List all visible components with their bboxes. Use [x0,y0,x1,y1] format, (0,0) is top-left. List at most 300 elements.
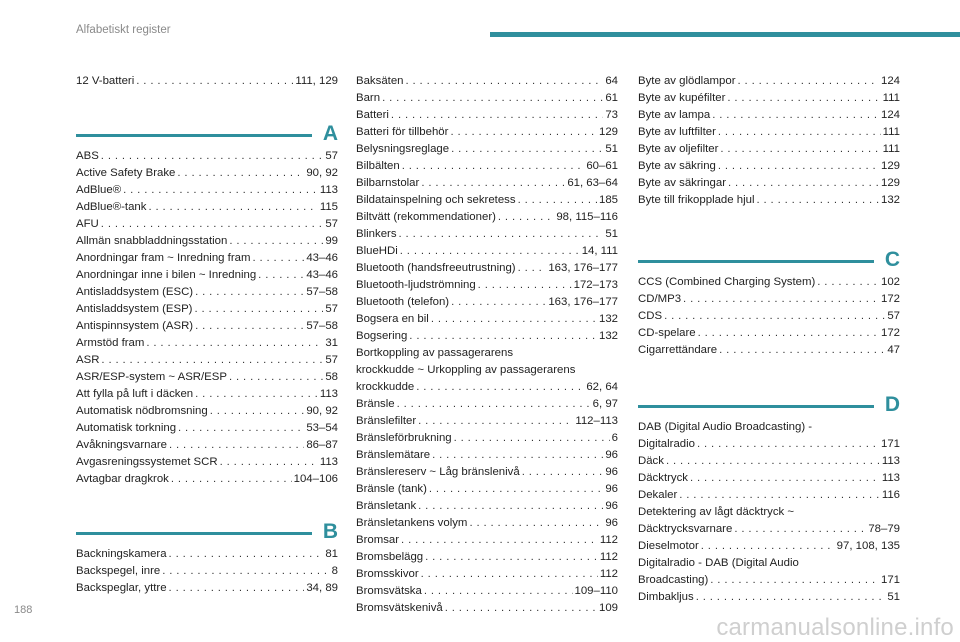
dot-leader [727,90,880,107]
index-entry [356,243,618,260]
dot-leader [817,274,879,291]
index-entry-term: Bromsvätskenivå [356,602,443,614]
index-entry [356,209,618,226]
index-entry-pages: 124 [880,75,900,87]
index-entry-pages: 96 [605,483,618,495]
index-entry [356,328,618,345]
dot-leader [136,73,293,90]
index-entry [638,487,900,504]
index-entry [638,538,900,555]
index-entry-pages: 51 [605,143,618,155]
index-entry-term: Detektering av lågt däcktryck ~ [638,506,795,518]
dot-leader [162,563,329,580]
index-entry [76,335,338,352]
index-entry-pages: 113 [881,455,900,467]
index-entry-pages: 171 [880,574,900,586]
index-entry-term: Bromsvätska [356,585,422,597]
index-entry-pages: 6, 97 [592,398,618,410]
index-entry-term: Bluetooth (handsfreeutrustning) [356,262,516,274]
index-entry-term: Bränslemätare [356,449,431,461]
index-entry-pages: 53–54 [306,422,338,434]
index-group-c [638,274,900,359]
index-entry-pages: 47 [887,344,900,356]
index-entry-term: Bränsletank [356,500,417,512]
index-entry-term: Bogsering [356,330,408,342]
index-entry [638,141,900,158]
index-entry-pages: 111, 129 [295,75,338,87]
index-entry [76,369,338,386]
index-entry-pages: 86–87 [306,439,338,451]
section-header-a [76,110,338,144]
index-entry-pages: 6 [611,432,618,444]
index-entry-term: Bilbälten [356,160,400,172]
dot-leader [401,532,598,549]
index-entry-pages: 58 [325,371,338,383]
dot-leader [734,521,866,538]
index-entry [356,379,618,396]
index-entry [76,148,338,165]
header-title: Alfabetiskt register [76,24,171,36]
index-entry [76,546,338,563]
index-entry-term: BlueHDi [356,245,398,257]
index-entry-term: CD-spelare [638,327,696,339]
index-group-b-continued [356,73,618,617]
index-entry-term: Blinkers [356,228,397,240]
index-entry [638,124,900,141]
index-entry [76,403,338,420]
dot-leader [220,454,318,471]
index-entry [76,165,338,182]
index-entry [76,182,338,199]
index-entry-pages: 109–110 [574,585,618,597]
dot-leader [416,379,584,396]
index-entry-term: Bränsleförbrukning [356,432,452,444]
index-entry-pages: 112 [599,568,618,580]
dot-leader [210,403,305,420]
dot-leader [679,487,880,504]
index-entry-term: AdBlue® [76,184,122,196]
index-entry-term: krockkudde [356,381,415,393]
index-entry-pages: 115 [319,201,338,213]
index-entry-pages: 43–46 [306,252,338,264]
index-entry-pages: 104–106 [293,473,338,485]
index-entry-term: Allmän snabbladdningsstation [76,235,228,247]
index-entry-term: Anordningar fram ~ Inredning fram [76,252,251,264]
dot-leader [402,158,585,175]
index-entry [356,447,618,464]
index-entry-term: Bluetooth-ljudströmning [356,279,476,291]
index-entry [356,107,618,124]
dot-leader [720,141,880,158]
index-entry-term: Broadcasting) [638,574,709,586]
index-entry-pages: 60–61 [586,160,618,172]
index-entry [356,311,618,328]
dot-leader [469,515,603,532]
index-entry-pages: 163, 176–177 [548,262,618,274]
index-column-3 [638,73,900,606]
index-entry [76,352,338,369]
dot-leader [757,192,879,209]
index-entry-pages: 57 [887,310,900,322]
index-entry [638,436,900,453]
index-entry-term: Backspegel, inre [76,565,161,577]
dot-leader [194,301,323,318]
index-entry [638,453,900,470]
index-entry-term: Byte av glödlampor [638,75,736,87]
dot-leader [697,436,879,453]
index-entry-term: Digitalradio - DAB (Digital Audio [638,557,799,569]
index-entry-pages: 124 [880,109,900,121]
dot-leader [664,308,885,325]
index-entry [356,583,618,600]
index-entry-pages: 171 [880,438,900,450]
index-entry-pages: 102 [880,276,900,288]
dot-leader [399,226,604,243]
dot-leader [421,175,565,192]
section-letter: B [322,520,338,543]
dot-leader [696,589,886,606]
index-entry-term: Belysningsreglage [356,143,450,155]
dot-leader [101,352,323,369]
dot-leader [258,267,304,284]
index-entry-pages: 111 [882,143,900,155]
dot-leader [101,148,324,165]
index-entry [638,325,900,342]
index-entry-term: Byte av säkringar [638,177,726,189]
section-rule [76,134,312,137]
index-entry [76,301,338,318]
index-entry-term: Backningskamera [76,548,167,560]
index-entry-pages: 90, 92 [306,405,338,417]
index-entry [356,464,618,481]
index-entry [638,419,900,436]
index-entry [356,141,618,158]
section-header-b [76,508,338,542]
index-entry [638,342,900,359]
index-entry-term: Armstöd fram [76,337,145,349]
index-entry [638,73,900,90]
index-entry [76,73,338,90]
index-entry [638,90,900,107]
index-entry [356,158,618,175]
index-entry-pages: 81 [325,548,338,560]
dot-leader [518,260,547,277]
index-entry-pages: 51 [887,591,900,603]
index-entry [76,471,338,488]
index-entry [638,175,900,192]
index-entry-term: Byte till frikopplade hjul [638,194,755,206]
index-entry [356,226,618,243]
index-entry-term: Bogsera en bil [356,313,429,325]
index-entry [76,386,338,403]
dot-leader [195,386,318,403]
index-entry [356,192,618,209]
dot-leader [451,294,546,311]
index-entry-term: ABS [76,150,99,162]
index-entry [638,308,900,325]
dot-leader [169,437,304,454]
index-entry-term: Dimbakljus [638,591,694,603]
index-entry-pages: 31 [325,337,338,349]
index-entry [76,420,338,437]
index-entry-pages: 34, 89 [306,582,338,594]
watermark: carmanualsonline.info [716,614,954,641]
index-entry [356,413,618,430]
index-entry-term: Bromsar [356,534,400,546]
index-entry-pages: 116 [881,489,900,501]
index-entry-pages: 90, 92 [306,167,338,179]
dot-leader [252,250,304,267]
index-entry [356,515,618,532]
dot-leader [123,182,318,199]
dot-leader [400,243,580,260]
index-entry-pages: 62, 64 [586,381,618,393]
index-entry-pages: 57 [325,303,338,315]
index-entry [356,481,618,498]
index-entry-term: Dekaler [638,489,678,501]
index-entry [76,216,338,233]
index-entry [356,175,618,192]
section-header-c [638,236,900,270]
index-entry [76,318,338,335]
index-entry-term: Bränsle [356,398,395,410]
index-entry [638,572,900,589]
index-group-b-end [638,73,900,209]
dot-leader [409,328,597,345]
index-entry-term: Dieselmotor [638,540,699,552]
dot-leader [418,498,603,515]
index-entry-term: Bromsbelägg [356,551,424,563]
index-entry-pages: 73 [605,109,618,121]
index-entry-pages: 129 [880,177,900,189]
index-entry [356,430,618,447]
index-entry-pages: 163, 176–177 [548,296,618,308]
dot-leader [421,566,598,583]
index-entry-term: AdBlue®-tank [76,201,147,213]
index-entry-term: Däcktryck [638,472,688,484]
page-number: 188 [14,604,33,616]
section-header-d [638,381,900,415]
index-entry-pages: 57 [325,150,338,162]
index-entry-pages: 57–58 [306,320,338,332]
index-group-d [638,419,900,606]
dot-leader [701,538,835,555]
index-entry-pages: 61 [605,92,618,104]
index-entry-pages: 14, 111 [581,245,618,257]
index-entry-pages: 43–46 [306,269,338,281]
index-entry-pages: 109 [598,602,618,614]
index-entry-term: Bränsle (tank) [356,483,427,495]
index-entry [356,345,618,362]
index-entry-pages: 132 [598,313,618,325]
index-entry-pages: 129 [598,126,618,138]
index-entry-pages: 113 [319,456,338,468]
index-entry-term: Bortkoppling av passagerarens [356,347,514,359]
index-entry [638,192,900,209]
index-entry-term: Byte av kupéfilter [638,92,726,104]
index-entry-term: Bränslefilter [356,415,417,427]
index-entry-pages: 111 [882,92,900,104]
dot-leader [424,583,573,600]
index-entry [76,580,338,597]
index-entry-pages: 51 [605,228,618,240]
index-entry-pages: 132 [880,194,900,206]
index-entry-pages: 113 [319,184,338,196]
index-entry [638,504,900,521]
index-entry-term: Cigarrettändare [638,344,718,356]
index-group-b [76,546,338,597]
index-entry-term: Bränslereserv ~ Låg bränslenivå [356,466,520,478]
index-entry-term: AFU [76,218,99,230]
index-entry-term: Avtagbar dragkrok [76,473,169,485]
dot-leader [718,158,879,175]
index-entry [76,250,338,267]
index-entry [638,555,900,572]
index-entry-term: Däcktrycksvarnare [638,523,733,535]
dot-leader [195,284,304,301]
dot-leader [391,107,603,124]
index-entry-pages: 97, 108, 135 [836,540,900,552]
dot-leader [712,107,879,124]
index-entry-term: Byte av lampa [638,109,711,121]
dot-leader [397,396,591,413]
index-entry-pages: 57–58 [306,286,338,298]
dot-leader [229,369,323,386]
index-entry [76,454,338,471]
dot-leader [451,141,603,158]
index-entry-pages: 112–113 [575,415,618,427]
index-entry-term: ASR [76,354,100,366]
dot-leader [169,580,305,597]
dot-leader [738,73,879,90]
index-entry-term: ASR/ESP-system ~ ASR/ESP [76,371,227,383]
index-entry-term: Avgasreningssystemet SCR [76,456,218,468]
dot-leader [518,192,597,209]
dot-leader [710,572,879,589]
section-letter: A [322,122,338,145]
index-entry [356,566,618,583]
index-entry [76,233,338,250]
section-letter: C [884,248,900,271]
index-entry-pages: 96 [605,466,618,478]
index-entry [638,158,900,175]
index-entry [356,124,618,141]
index-entry-term: Bränsletankens volym [356,517,468,529]
index-entry-term: CDS [638,310,663,322]
dot-leader [178,420,304,437]
index-entry [356,600,618,617]
index-entry-pages: 129 [880,160,900,172]
index-entry-term: Anordningar inne i bilen ~ Inredning [76,269,257,281]
index-entry [356,277,618,294]
index-entry-pages: 98, 115–116 [556,211,618,223]
dot-leader [171,471,292,488]
index-entry-term: Active Safety Brake [76,167,176,179]
index-column-2 [356,73,618,617]
index-group-numeric [76,73,338,90]
dot-leader [683,291,879,308]
index-entry-term: Antisladdsystem (ESC) [76,286,194,298]
index-entry [356,260,618,277]
index-entry-pages: 96 [605,449,618,461]
index-entry-pages: 96 [605,500,618,512]
dot-leader [498,209,554,226]
index-entry-term: CCS (Combined Charging System) [638,276,816,288]
index-entry [638,589,900,606]
index-entry-term: Digitalradio [638,438,695,450]
index-entry-term: Bildatainspelning och sekretess [356,194,516,206]
index-entry-pages: 132 [598,330,618,342]
index-entry [638,521,900,538]
dot-leader [406,73,604,90]
section-rule [638,260,874,263]
index-entry-term: DAB (Digital Audio Broadcasting) - [638,421,813,433]
index-entry-term: Däck [638,455,664,467]
dot-leader [425,549,598,566]
index-entry [76,267,338,284]
index-entry-term: Barn [356,92,381,104]
index-entry-pages: 61, 63–64 [567,177,618,189]
index-entry [356,549,618,566]
index-entry-term: Antispinnsystem (ASR) [76,320,194,332]
index-entry-pages: 172 [880,293,900,305]
index-entry-pages: 113 [319,388,338,400]
index-entry-term: krockkudde ~ Urkoppling av passagerarens [356,364,576,376]
index-entry-term: Biltvätt (rekommendationer) [356,211,496,223]
dot-leader [146,335,323,352]
index-entry-term: Bilbarnstolar [356,177,420,189]
index-entry-pages: 113 [881,472,900,484]
index-entry [638,470,900,487]
index-entry-pages: 8 [331,565,338,577]
dot-leader [719,342,885,359]
index-entry-pages: 96 [605,517,618,529]
dot-leader [195,318,304,335]
index-entry-pages: 64 [605,75,618,87]
section-rule [638,405,874,408]
index-entry-pages: 185 [598,194,618,206]
index-entry-term: Avåkningsvarnare [76,439,167,451]
index-entry-pages: 57 [325,354,338,366]
index-entry-term: Byte av luftfilter [638,126,716,138]
dot-leader [728,175,879,192]
dot-leader [101,216,324,233]
dot-leader [698,325,879,342]
dot-leader [382,90,603,107]
dot-leader [666,453,880,470]
section-letter: D [884,393,900,416]
dot-leader [429,481,603,498]
index-entry [356,294,618,311]
index-entry-term: Bluetooth (telefon) [356,296,450,308]
index-entry [76,437,338,454]
dot-leader [445,600,597,617]
index-entry-term: Byte av säkring [638,160,716,172]
index-entry-pages: 172–173 [573,279,618,291]
index-entry-term: CD/MP3 [638,293,682,305]
index-entry [76,199,338,216]
dot-leader [450,124,597,141]
index-group-a [76,148,338,488]
index-entry-term: Bromsskivor [356,568,419,580]
index-entry [356,73,618,90]
index-entry [356,90,618,107]
index-entry [76,563,338,580]
index-column-1 [76,73,338,597]
index-entry-pages: 57 [325,218,338,230]
dot-leader [177,165,304,182]
index-entry-pages: 172 [880,327,900,339]
